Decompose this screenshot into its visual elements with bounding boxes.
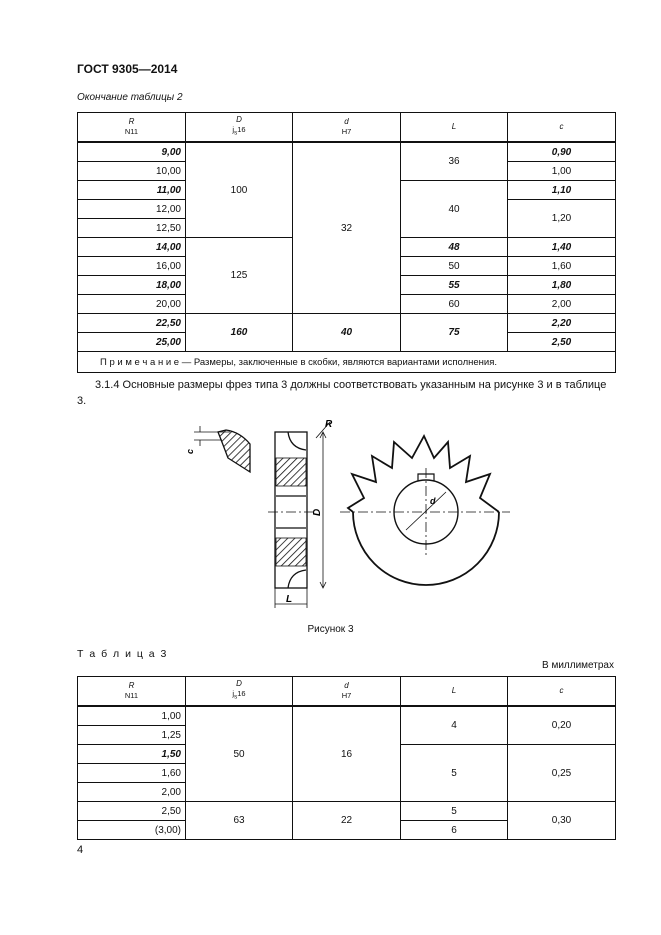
table2-caption: Окончание таблицы 2 [77, 92, 183, 103]
cell-r: 16,00 [78, 257, 186, 276]
cell-r: 20,00 [78, 295, 186, 314]
cell-D: 125 [186, 238, 293, 314]
cell-c: 2,00 [508, 295, 616, 314]
header-r: R N11 [78, 677, 186, 707]
cell-L: 48 [401, 238, 508, 257]
cell-r: 12,00 [78, 200, 186, 219]
header-d: d H7 [293, 677, 401, 707]
standard-header: ГОСТ 9305—2014 [77, 62, 178, 76]
cell-L: 36 [401, 142, 508, 181]
cell-r: 25,00 [78, 333, 186, 352]
cutter-front-view [340, 436, 510, 585]
cell-D: 63 [186, 802, 293, 840]
label-D: D [312, 508, 323, 516]
table3-units: В миллиметрах [542, 660, 614, 671]
cell-r: 11,00 [78, 181, 186, 200]
cell-D: 100 [186, 142, 293, 238]
cell-r: 1,00 [78, 706, 186, 726]
cell-d: 32 [293, 142, 401, 314]
label-r: R [325, 419, 333, 430]
page-number: 4 [77, 844, 84, 856]
cell-c: 2,20 [508, 314, 616, 333]
cell-L: 55 [401, 276, 508, 295]
table3 [77, 676, 616, 840]
cell-c: 1,40 [508, 238, 616, 257]
tooth-profile-detail [194, 426, 250, 472]
figure-3-drawing [180, 412, 510, 612]
cell-r: 18,00 [78, 276, 186, 295]
cell-L: 50 [401, 257, 508, 276]
cell-d: 16 [293, 706, 401, 802]
paragraph-3-1-4: 3.1.4 Основные размеры фрез типа 3 должны соответствовать указанным на рисунке 3 и в таблице 3. [77, 379, 607, 407]
table3-caption: Т а б л и ц а 3 [77, 648, 168, 660]
cell-L: 60 [401, 295, 508, 314]
cell-c: 1,20 [508, 200, 616, 238]
cell-L: 5 [401, 802, 508, 821]
cell-r: 2,00 [78, 783, 186, 802]
cell-r: 22,50 [78, 314, 186, 333]
header-L: L [401, 113, 508, 143]
cell-L: 75 [401, 314, 508, 352]
header-D: D $j_s16$ [186, 113, 293, 143]
cell-c: 0,30 [508, 802, 616, 840]
header-r: R N11 [78, 113, 186, 143]
header-D: D $j_s16$ [186, 677, 293, 707]
cell-r: (3,00) [78, 821, 186, 840]
cell-r: 1,60 [78, 764, 186, 783]
table2 [77, 112, 616, 373]
cell-r: 14,00 [78, 238, 186, 257]
cell-c: 1,00 [508, 162, 616, 181]
cell-r: 2,50 [78, 802, 186, 821]
cell-c: 0,25 [508, 745, 616, 802]
cell-c: 0,20 [508, 706, 616, 745]
cell-r: 12,50 [78, 219, 186, 238]
cell-r: 10,00 [78, 162, 186, 181]
cell-d: 40 [293, 314, 401, 352]
cell-d: 22 [293, 802, 401, 840]
cell-r: 9,00 [78, 142, 186, 162]
cell-c: 0,90 [508, 142, 616, 162]
cell-L: 6 [401, 821, 508, 840]
header-c: c [508, 677, 616, 707]
cell-L: 5 [401, 745, 508, 802]
cell-r: 1,25 [78, 726, 186, 745]
cell-r: 1,50 [78, 745, 186, 764]
label-d: d [430, 496, 436, 506]
cell-L: 4 [401, 706, 508, 745]
cell-D: 50 [186, 706, 293, 802]
label-L: L [286, 594, 293, 605]
header-d: d H7 [293, 113, 401, 143]
cell-c: 1,60 [508, 257, 616, 276]
label-c: c [185, 448, 195, 454]
header-c: c [508, 113, 616, 143]
header-L: L [401, 677, 508, 707]
cell-D: 160 [186, 314, 293, 352]
figure-3-caption: Рисунок 3 [307, 624, 354, 635]
cell-c: 2,50 [508, 333, 616, 352]
cell-c: 1,80 [508, 276, 616, 295]
cell-c: 1,10 [508, 181, 616, 200]
table2-note: П р и м е ч а н и е — Размеры, заключенные в скобки, являются вариантами исполнения. [78, 352, 616, 373]
cell-L: 40 [401, 181, 508, 238]
